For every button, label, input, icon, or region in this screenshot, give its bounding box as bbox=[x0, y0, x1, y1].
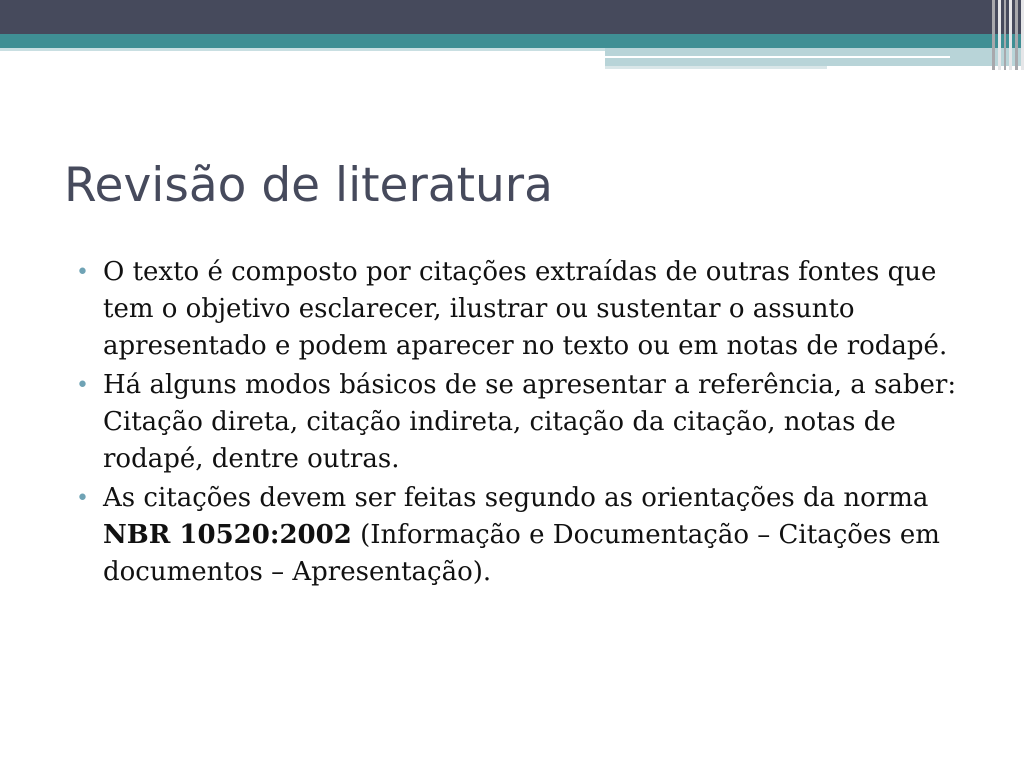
header-teal-band bbox=[0, 34, 1024, 48]
bullet-list bbox=[76, 254, 976, 593]
bullet-text: Há alguns modos básicos de se apresentar a referência, a saber: Citação direta, citação indireta, citação da citação, notas de rodapé, dentre outras. bbox=[103, 370, 957, 474]
norm-reference: NBR 10520:2002 bbox=[103, 520, 352, 550]
bullet-text-after: (Informação e Documentação – Citações em documentos – Apresentação). bbox=[103, 520, 940, 587]
header-light-line bbox=[0, 48, 610, 51]
bullet-icon: • bbox=[76, 373, 89, 398]
bullet-icon: • bbox=[76, 486, 89, 511]
bullet-icon: • bbox=[76, 260, 89, 285]
header-white-line bbox=[605, 56, 950, 58]
bullet-item bbox=[76, 254, 976, 365]
bullet-text-before: As citações devem ser feitas segundo as orientações da norma bbox=[103, 483, 929, 513]
bullet-item bbox=[76, 480, 976, 591]
slide-title: Revisão de literatura bbox=[64, 158, 553, 213]
bullet-item bbox=[76, 367, 976, 478]
header-dark-band bbox=[0, 0, 1024, 34]
header-stripes-decoration bbox=[992, 0, 1024, 70]
header-gray-line bbox=[605, 66, 827, 69]
bullet-text: O texto é composto por citações extraídas de outras fontes que tem o objetivo esclarecer, ilustrar ou sustentar o assunto apresentado e podem aparecer no texto ou em notas de rodapé. bbox=[103, 257, 948, 361]
